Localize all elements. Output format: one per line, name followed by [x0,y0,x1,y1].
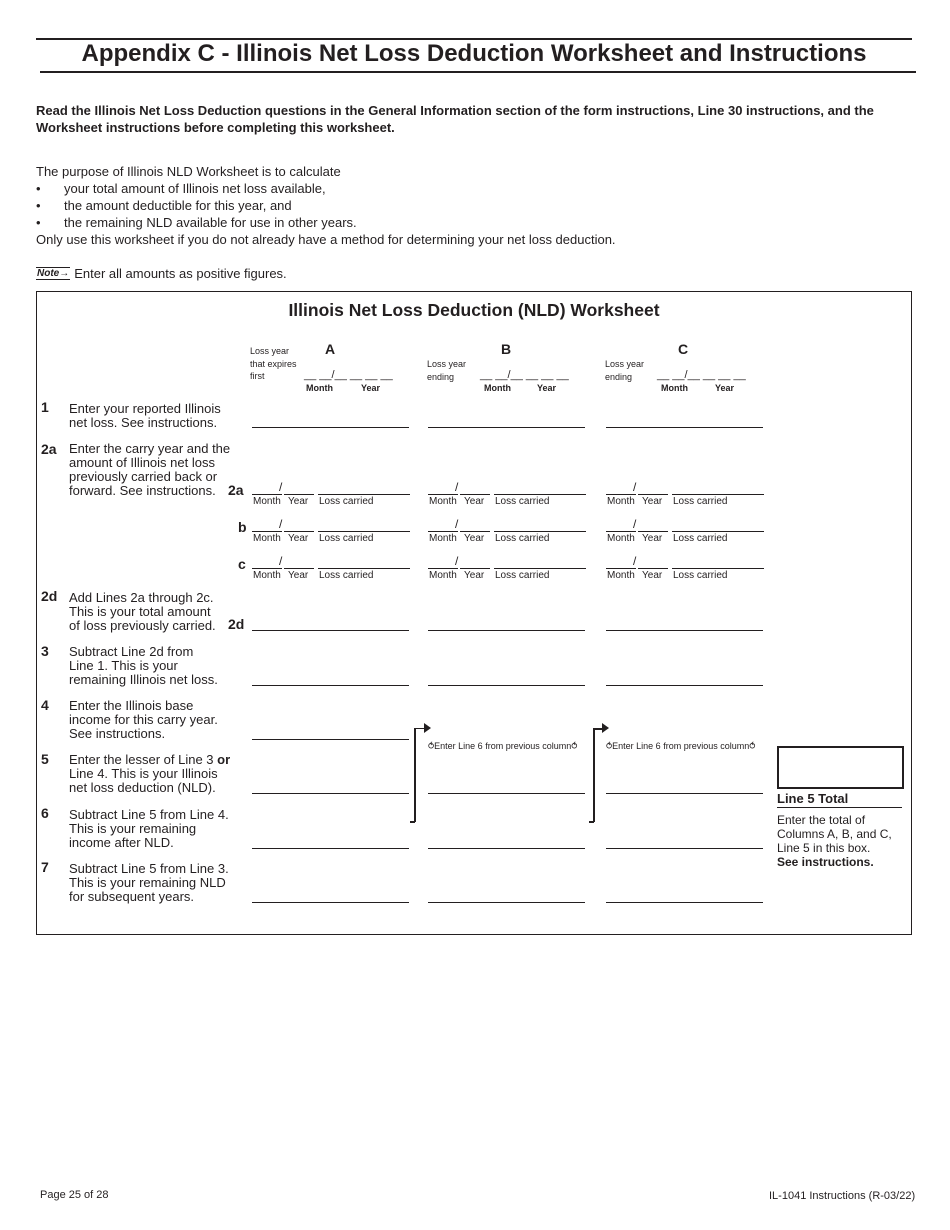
purpose-bullet: • your total amount of Illinois net loss available, [36,180,616,197]
carry-month-field[interactable] [606,531,636,532]
carry-year-label: Year [464,533,485,544]
carry-year-label: Year [642,570,663,581]
line-5-total-text: Enter the total of Columns A, B, and C, Line 5 in this box. See instructions. [777,813,892,869]
carry-month-field[interactable] [252,494,282,495]
line-4-text: Enter the Illinois base income for this carry year. See instructions. [69,698,218,741]
date-slash: / [279,480,283,494]
carry-year-label: Year [288,570,309,581]
column-b-month-label: Month [484,383,511,393]
carry-month-label: Month [429,496,457,507]
carry-year-label: Year [464,496,485,507]
carry-year-label: Year [464,570,485,581]
column-b-date: __ __/__ __ __ __ [480,369,569,381]
line-2d-col-c-field[interactable] [606,630,763,631]
line-4-col-a-field[interactable] [252,739,409,740]
line-3-col-b-field[interactable] [428,685,585,686]
carry-month-label: Month [607,496,635,507]
column-c-year-label: Year [715,383,735,393]
line-2d-col-a-field[interactable] [252,630,409,631]
line-6-col-c-field[interactable] [606,848,763,849]
line-7-col-c-field[interactable] [606,902,763,903]
line-2d-number: 2d [41,588,58,604]
carry-loss-label: Loss carried [319,570,374,581]
date-slash: / [633,517,637,531]
carry-loss-field[interactable] [672,531,764,532]
carry-year-label: Year [642,496,663,507]
line-3-col-a-field[interactable] [252,685,409,686]
carry-loss-label: Loss carried [495,496,550,507]
carry-year-field[interactable] [284,494,314,495]
carry-loss-field[interactable] [494,531,586,532]
carry-year-label: Year [642,533,663,544]
col-b-bracket-vertical [414,728,416,822]
carry-month-field[interactable] [252,568,282,569]
line-5-number: 5 [41,751,49,767]
line-5-text: Enter the lesser of Line 3 or Line 4. This is your Illinois net loss deduction (NLD). [69,752,231,795]
purpose-lead: The purpose of Illinois NLD Worksheet is to calculate [36,164,341,179]
line-2a-text: Enter the carry year and the amount of Illinois net loss previously carried back or forward. See instructions. [69,441,231,498]
note [36,266,287,281]
col-c-bracket-bottom [589,821,594,823]
column-b-year-label: Year [537,383,557,393]
carry-month-label: Month [607,533,635,544]
line-2a-inline-label: 2a [228,482,244,498]
carry-loss-field[interactable] [318,568,410,569]
line-2c-inline-label: c [238,556,246,572]
carry-loss-field[interactable] [318,531,410,532]
carry-loss-label: Loss carried [673,533,728,544]
worksheet-title: Illinois Net Loss Deduction (NLD) Worksheet [288,300,660,320]
column-a-letter: A [324,341,336,357]
carry-year-field[interactable] [284,568,314,569]
line-6-col-b-field[interactable] [428,848,585,849]
carry-loss-field[interactable] [494,494,586,495]
line-6-number: 6 [41,805,49,821]
carry-month-label: Month [429,533,457,544]
column-b-caption: Loss year ending [427,359,467,382]
carry-year-label: Year [288,496,309,507]
carry-year-field[interactable] [284,531,314,532]
carry-loss-label: Loss carried [495,533,550,544]
line-5-total-title: Line 5 Total [777,791,902,808]
line-7-number: 7 [41,859,49,875]
column-b-letter: B [500,341,512,357]
carry-month-label: Month [253,570,281,581]
carry-year-field[interactable] [460,494,490,495]
carry-year-label: Year [288,533,309,544]
line-1-col-a-field[interactable] [252,427,409,428]
carry-loss-label: Loss carried [319,533,374,544]
line-5-col-a-field[interactable] [252,793,409,794]
line-5-total-box[interactable] [777,746,904,789]
line-1-text: Enter your reported Illinois net loss. See instructions. [69,401,221,430]
carry-year-field[interactable] [460,568,490,569]
col-b-arrow-icon [424,723,431,733]
carry-loss-label: Loss carried [319,496,374,507]
line-1-col-c-field[interactable] [606,427,763,428]
line-6-text: Subtract Line 5 from Line 4. This is your remaining income after NLD. [69,807,229,850]
footer-form-id: IL-1041 Instructions (R-03/22) [769,1190,916,1202]
carry-month-field[interactable] [428,494,458,495]
carry-loss-field[interactable] [318,494,410,495]
column-c-month-label: Month [661,383,688,393]
carry-year-field[interactable] [638,568,668,569]
column-a-month-label: Month [306,383,333,393]
col-c-arrow-icon [602,723,609,733]
line-7-col-a-field[interactable] [252,902,409,903]
carry-month-field[interactable] [428,568,458,569]
carry-year-field[interactable] [638,494,668,495]
date-slash: / [455,480,459,494]
carry-year-field[interactable] [638,531,668,532]
column-a-caption: Loss year that expires first [250,346,297,381]
col-b-line4-bracket [414,728,428,822]
col-b-enter-line6: ⥀Enter Line 6 from previous column⥀ [428,741,578,751]
carry-month-label: Month [429,570,457,581]
column-a-year-label: Year [361,383,381,393]
line-1-number: 1 [41,399,49,415]
column-c-date: __ __/__ __ __ __ [657,369,746,381]
date-slash: / [455,554,459,568]
column-a-date: __ __/__ __ __ __ [304,369,393,381]
carry-year-field[interactable] [460,531,490,532]
intro-paragraph: Read the Illinois Net Loss Deduction questions in the General Information section of the form instructions, Line 30 instructions, and the Worksheet instructions before completing this worksheet. [36,103,874,135]
carry-loss-label: Loss carried [673,496,728,507]
line-3-number: 3 [41,643,49,659]
line-1-col-b-field[interactable] [428,427,585,428]
carry-loss-field[interactable] [672,568,764,569]
note-arrow-icon: Note→ [37,268,70,279]
carry-loss-label: Loss carried [495,570,550,581]
carry-month-field[interactable] [252,531,282,532]
line-4-number: 4 [41,697,49,713]
note-text: Enter all amounts as positive figures. [74,266,287,281]
line-2d-inline-label: 2d [228,616,245,632]
line-7-text: Subtract Line 5 from Line 3. This is your remaining NLD for subsequent years. [69,861,229,904]
carry-loss-field[interactable] [494,568,586,569]
carry-month-field[interactable] [428,531,458,532]
title-underline [40,71,916,73]
carry-month-field[interactable] [606,568,636,569]
purpose-closing: Only use this worksheet if you do not already have a method for determining your net loss deduction. [36,232,616,247]
col-b-bracket-bottom [410,821,415,823]
purpose-block [36,163,616,248]
date-slash: / [279,554,283,568]
date-slash: / [279,517,283,531]
purpose-bullet: • the amount deductible for this year, and [36,197,616,214]
date-slash: / [455,517,459,531]
column-c-letter: C [677,341,689,357]
carry-month-label: Month [607,570,635,581]
line-6-col-a-field[interactable] [252,848,409,849]
col-c-enter-line6: ⥀Enter Line 6 from previous column⥀ [606,741,756,751]
column-c-caption: Loss year ending [605,359,645,382]
line-7-col-b-field[interactable] [428,902,585,903]
line-5-col-b-field[interactable] [428,793,585,794]
line-3-text: Subtract Line 2d from Line 1. This is your remaining Illinois net loss. [69,644,218,687]
carry-month-label: Month [253,496,281,507]
line-3-col-c-field[interactable] [606,685,763,686]
line-2a-number: 2a [41,441,57,457]
footer-page-number: Page 25 of 28 [40,1189,109,1201]
date-slash: / [633,480,637,494]
col-c-bracket-vertical [593,728,595,822]
line-5-col-c-field[interactable] [606,793,763,794]
page-title: Appendix C - Illinois Net Loss Deduction Worksheet and Instructions [81,40,867,67]
line-2d-col-b-field[interactable] [428,630,585,631]
line-2d-text: Add Lines 2a through 2c. This is your total amount of loss previously carried. [69,590,216,633]
line-2b-inline-label: b [238,519,247,535]
date-slash: / [633,554,637,568]
purpose-bullet: • the remaining NLD available for use in other years. [36,214,616,231]
carry-loss-label: Loss carried [673,570,728,581]
carry-loss-field[interactable] [672,494,764,495]
carry-month-field[interactable] [606,494,636,495]
carry-month-label: Month [253,533,281,544]
